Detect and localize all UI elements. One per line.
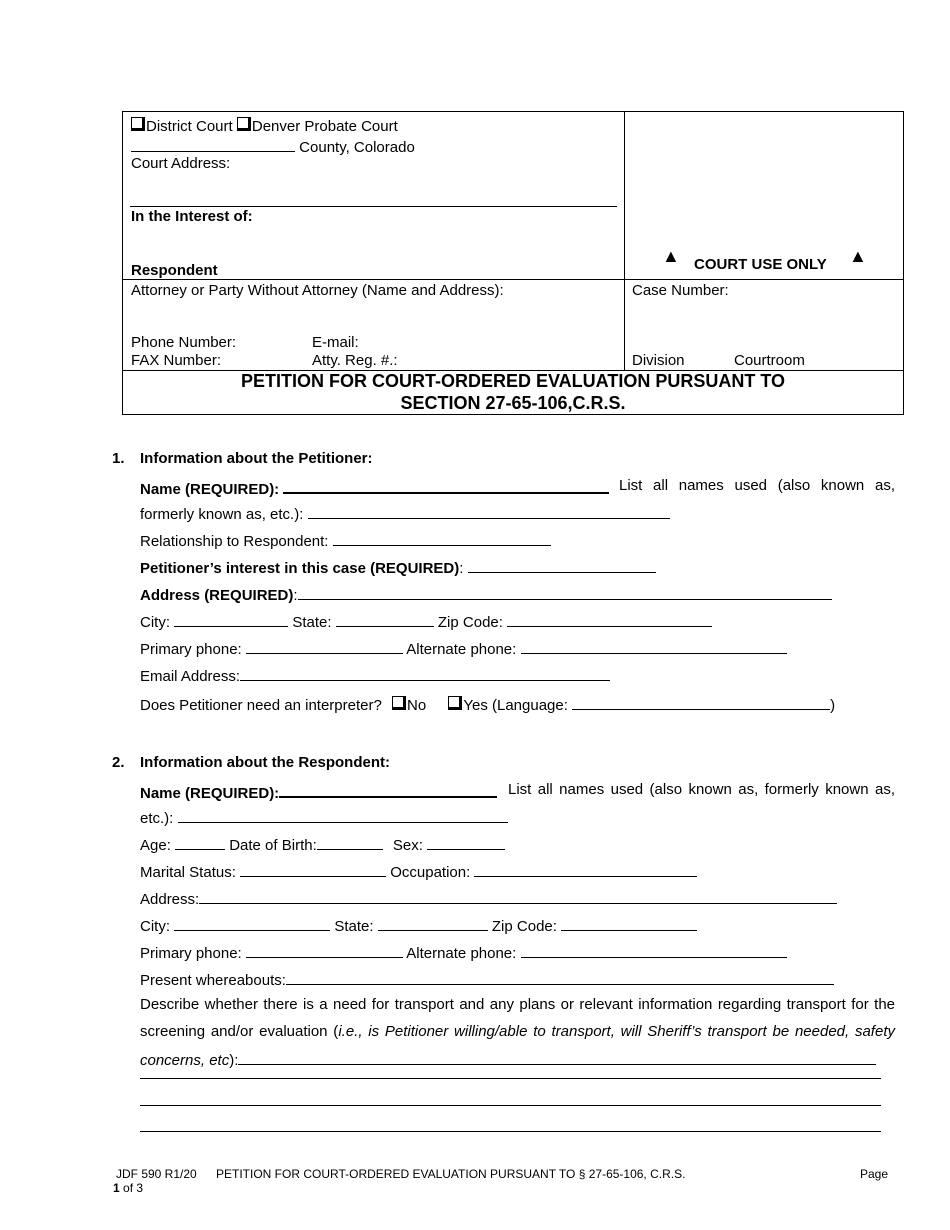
respondent-aka-text: List all names used (also known as, formerly known as,	[508, 781, 895, 798]
interpreter-language-field[interactable]	[572, 694, 830, 710]
footer-form-title: PETITION FOR COURT-ORDERED EVALUATION PURSUANT TO § 27-65-106, C.R.S.	[216, 1167, 686, 1181]
transport-line1: Describe whether there is a need for transport and any plans or relevant information regarding transport for the	[140, 996, 895, 1013]
respondent-primary-phone-field[interactable]	[246, 942, 403, 958]
petitioner-aka-row	[140, 503, 670, 523]
transport-field-line4[interactable]	[140, 1130, 881, 1132]
respondent-name-field[interactable]	[279, 781, 497, 798]
transport-line2	[140, 1023, 895, 1040]
respondent-zip-field[interactable]	[561, 915, 697, 931]
respondent-address-label: Address:	[140, 891, 200, 908]
respondent-occupation-label: Occupation:	[390, 864, 471, 881]
respondent-occupation-field[interactable]	[474, 861, 697, 877]
petitioner-email-row	[140, 665, 610, 685]
respondent-marital-field[interactable]	[240, 861, 386, 877]
district-court-label: District Court	[146, 118, 233, 135]
transport-field-line3[interactable]	[140, 1104, 881, 1106]
court-address-label: Court Address:	[131, 155, 231, 172]
court-selection	[131, 117, 398, 135]
footer-page-number	[113, 1181, 143, 1195]
respondent-label: Respondent	[131, 262, 218, 279]
petitioner-aka-text: List all names used (also known as,	[619, 477, 895, 494]
relationship-row	[140, 530, 551, 550]
petitioner-aka-label: formerly known as, etc.):	[140, 506, 304, 523]
transport-field-line1[interactable]	[238, 1049, 876, 1065]
relationship-field[interactable]	[333, 530, 551, 546]
document-title-line2: SECTION 27-65-106,C.R.S.	[400, 393, 626, 413]
petitioner-address-label: Address (REQUIRED)	[140, 587, 294, 604]
petitioner-alternate-phone-field[interactable]	[521, 638, 787, 654]
respondent-age-field[interactable]	[175, 834, 225, 850]
footer-form-id: JDF 590 R1/20	[116, 1167, 197, 1181]
district-court-checkbox[interactable]	[131, 117, 145, 131]
respondent-phone-row	[140, 942, 787, 962]
court-use-only-label: COURT USE ONLY	[694, 256, 827, 273]
interest-field[interactable]	[468, 557, 656, 573]
attorney-email-label: E-mail:	[312, 334, 359, 351]
footer-page-of: of 3	[123, 1181, 144, 1195]
whereabouts-row	[140, 969, 834, 989]
respondent-primary-phone-label: Primary phone:	[140, 945, 242, 962]
petitioner-city-row	[140, 611, 712, 631]
respondent-zip-label: Zip Code:	[491, 918, 557, 935]
interpreter-no-checkbox[interactable]	[392, 696, 406, 710]
petitioner-name-label: Name (REQUIRED):	[140, 481, 280, 498]
attorney-label: Attorney or Party Without Attorney (Name and Address):	[131, 282, 504, 299]
respondent-state-label: State:	[334, 918, 374, 935]
respondent-city-field[interactable]	[174, 915, 330, 931]
interpreter-no-label: No	[407, 697, 427, 714]
respondent-alternate-phone-field[interactable]	[521, 942, 787, 958]
petitioner-primary-phone-field[interactable]	[246, 638, 403, 654]
respondent-sex-field[interactable]	[427, 834, 505, 850]
fax-number-label: FAX Number:	[131, 352, 222, 369]
transport-field-line2[interactable]	[140, 1077, 881, 1079]
petitioner-state-label: State:	[292, 614, 332, 631]
respondent-marital-row	[140, 861, 697, 881]
petitioner-address-row: Address (REQUIRED):	[140, 584, 832, 604]
courtroom-label: Courtroom	[734, 352, 805, 369]
in-interest-label: In the Interest of:	[131, 208, 253, 225]
section1-number: 1.	[112, 450, 125, 467]
petitioner-state-field[interactable]	[336, 611, 434, 627]
interpreter-row: Does Petitioner need an interpreter? No Yes (Language: )	[140, 694, 835, 714]
petitioner-phone-row	[140, 638, 787, 658]
petitioner-zip-label: Zip Code:	[437, 614, 503, 631]
respondent-aka-label: etc.):	[140, 810, 174, 827]
footer-page-num: 1	[113, 1181, 120, 1195]
county-suffix: County, Colorado	[299, 139, 415, 156]
document-title-line1: PETITION FOR COURT-ORDERED EVALUATION PURSUANT TO	[240, 371, 785, 391]
respondent-state-field[interactable]	[378, 915, 488, 931]
respondent-age-label: Age:	[140, 837, 171, 854]
probate-court-checkbox[interactable]	[237, 117, 251, 131]
respondent-aka-field[interactable]	[178, 807, 508, 823]
triangle-up-icon: ▲	[849, 246, 867, 266]
respondent-dob-label: Date of Birth:	[229, 837, 317, 854]
section2-heading: Information about the Respondent:	[140, 754, 390, 771]
respondent-city-row	[140, 915, 697, 935]
case-number-label: Case Number:	[632, 282, 729, 299]
division-label: Division	[632, 352, 685, 369]
whereabouts-field[interactable]	[286, 969, 834, 985]
petitioner-address-field[interactable]	[298, 584, 832, 600]
petitioner-alternate-phone-label: Alternate phone:	[406, 641, 517, 658]
interest-label: Petitioner’s interest in this case (REQUIRED)	[140, 560, 460, 577]
respondent-name-label: Name (REQUIRED):	[140, 785, 280, 802]
interpreter-yes-label: Yes (Language:	[463, 697, 568, 714]
transport-line2-text: screening and/or evaluation (	[140, 1023, 339, 1040]
petitioner-email-label: Email Address:	[140, 668, 241, 685]
county-line	[131, 136, 415, 156]
transport-line3-suffix: ):	[229, 1052, 239, 1069]
respondent-address-field[interactable]	[199, 888, 837, 904]
interpreter-yes-checkbox[interactable]	[448, 696, 462, 710]
county-field[interactable]	[131, 136, 295, 152]
petitioner-primary-phone-label: Primary phone:	[140, 641, 242, 658]
petitioner-name-row	[140, 477, 609, 498]
respondent-aka-row	[140, 807, 508, 827]
petitioner-zip-field[interactable]	[507, 611, 712, 627]
whereabouts-label: Present whereabouts:	[140, 972, 286, 989]
respondent-city-label: City:	[140, 918, 170, 935]
petitioner-aka-field[interactable]	[308, 503, 670, 519]
phone-number-label: Phone Number:	[131, 334, 237, 351]
footer-page-word: Page	[860, 1167, 889, 1181]
respondent-alternate-phone-label: Alternate phone:	[406, 945, 517, 962]
respondent-dob-field[interactable]	[317, 834, 383, 850]
section1-heading: Information about the Petitioner:	[140, 450, 373, 467]
respondent-name-row	[140, 781, 497, 802]
interpreter-question: Does Petitioner need an interpreter?	[140, 697, 382, 714]
interest-row: Petitioner’s interest in this case (REQUIRED):	[140, 557, 656, 577]
section2-number: 2.	[112, 754, 125, 771]
transport-line2-example: i.e., is Petitioner willing/able to transport, will Sheriff’s transport be needed, safety	[338, 1023, 895, 1040]
atty-reg-label: Atty. Reg. #.:	[312, 352, 398, 369]
probate-court-label: Denver Probate Court	[251, 118, 398, 135]
petitioner-email-field[interactable]	[240, 665, 610, 681]
transport-line3-example: concerns, etc	[140, 1052, 230, 1069]
respondent-age-row	[140, 834, 505, 854]
respondent-address-row	[140, 888, 837, 908]
triangle-up-icon: ▲	[662, 246, 680, 266]
relationship-label: Relationship to Respondent:	[140, 533, 329, 550]
petitioner-city-label: City:	[140, 614, 170, 631]
petitioner-name-field[interactable]	[283, 477, 609, 494]
respondent-marital-label: Marital Status:	[140, 864, 236, 881]
petitioner-city-field[interactable]	[174, 611, 288, 627]
respondent-sex-label: Sex:	[392, 837, 423, 854]
transport-line3	[140, 1049, 876, 1069]
